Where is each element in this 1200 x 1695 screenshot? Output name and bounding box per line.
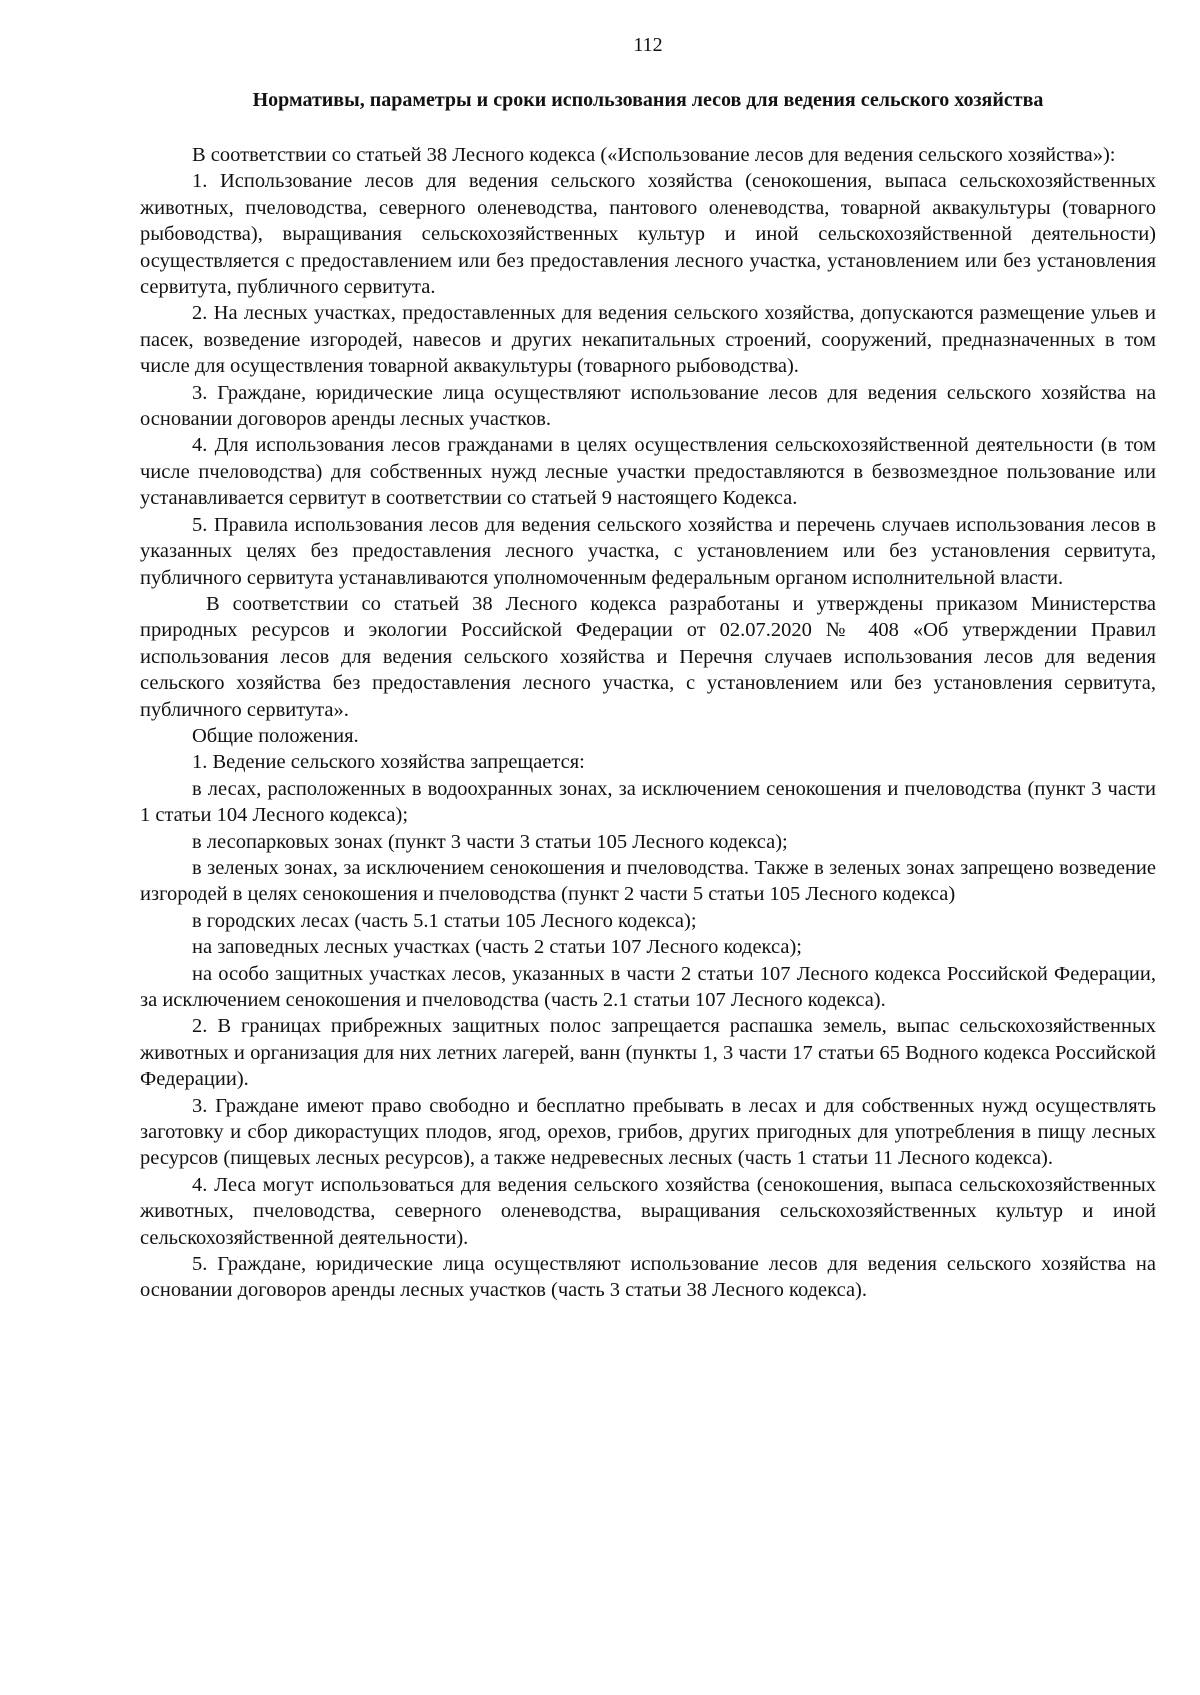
paragraph-item-3: 3. Граждане, юридические лица осуществляют использование лесов для ведения сельского хозяйства на основании договоров аренды лесных участков. bbox=[140, 381, 1156, 431]
paragraph-prohibition-water-zones: в лесах, расположенных в водоохранных зонах, за исключением сенокошения и пчеловодства (пункт 3 части 1 статьи 104 Лесного кодекса); bbox=[140, 777, 1156, 827]
page-number: 112 bbox=[633, 34, 663, 56]
section-title: Нормативы, параметры и сроки использования лесов для ведения сельского хозяйства bbox=[252, 89, 1044, 111]
paragraph-prohibition-green-zones: в зеленых зонах, за исключением сенокошения и пчеловодства. Также в зеленых зонах запрещено возведение изгородей в целях сенокошения и пчеловодства (пункт 2 части 5 статьи 105 Лесного кодекса) bbox=[140, 856, 1156, 906]
paragraph-prohibition-city-forests: в городских лесах (часть 5.1 статьи 105 Лесного кодекса); bbox=[192, 909, 697, 932]
paragraph-general-2: 2. В границах прибрежных защитных полос запрещается распашка земель, выпас сельскохозяйственных животных и организация для них летних лагерей, ванн (пункты 1, 3 части 17 статьи 65 Водного кодекса Российской Федерации). bbox=[140, 1015, 1156, 1091]
document-body bbox=[140, 142, 1156, 1304]
paragraph-intro: В соответствии со статьей 38 Лесного кодекса («Использование лесов для ведения сельского хозяйства»): bbox=[192, 144, 1116, 166]
paragraph-general-3: 3. Граждане имеют право свободно и бесплатно пребывать в лесах и для собственных нужд осуществлять заготовку и сбор дикорастущих плодов, ягод, орехов, грибов, других пригодных для употребления в пищу лесных ресурсов (пищевых лесных ресурсов), а также недревесных лесных (часть 1 статьи 11 Лесного кодекса). bbox=[140, 1094, 1156, 1170]
paragraph-item-1: 1. Использование лесов для ведения сельского хозяйства (сенокошения, выпаса сельскохозяйственных животных, пчеловодства, северного оленеводства, пантового оленеводства, товарной аквакультуры (товарного рыбоводства), выращивания сельскохозяйственных культур и иной сельскохозяйственной деятельности) осуществляется с предоставлением или без предоставления лесного участка, установлением или без установления сервитута, публичного сервитута. bbox=[140, 170, 1156, 299]
paragraph-prohibition-reserved: на заповедных лесных участках (часть 2 статьи 107 Лесного кодекса); bbox=[192, 936, 802, 959]
paragraph-item-2: 2. На лесных участках, предоставленных для ведения сельского хозяйства, допускаются размещение ульев и пасек, возведение изгородей, навесов и других некапитальных строений, сооружений, предназначенных в том числе для осуществления товарной аквакультуры (товарного рыбоводства). bbox=[140, 302, 1156, 378]
paragraph-order-reference: В соответствии со статьей 38 Лесного кодекса разработаны и утверждены приказом Министерства природных ресурсов и экологии Российской Федерации от 02.07.2020 № 408 «Об утверждении Правил использования лесов для ведения сельского хозяйства и Перечня случаев использования лесов для ведения сельского хозяйства без предоставления лесного участка, с установлением или без установления сервитута, публичного сервитута». bbox=[140, 592, 1156, 721]
paragraph-general-provisions: Общие положения. bbox=[192, 724, 359, 747]
paragraph-prohibition-forest-park: в лесопарковых зонах (пункт 3 части 3 статьи 105 Лесного кодекса); bbox=[192, 830, 788, 853]
paragraph-prohibition-protective: на особо защитных участках лесов, указанных в части 2 статьи 107 Лесного кодекса Российской Федерации, за исключением сенокошения и пчеловодства (часть 2.1 статьи 107 Лесного кодекса). bbox=[140, 962, 1156, 1011]
paragraph-item-4: 4. Для использования лесов гражданами в целях осуществления сельскохозяйственной деятельности (в том числе пчеловодства) для собственных нужд лесные участки предоставляются в безвозмездное пользование или устанавливается сервитут в соответствии со статьей 9 настоящего Кодекса. bbox=[140, 434, 1156, 510]
paragraph-general-4: 4. Леса могут использоваться для ведения сельского хозяйства (сенокошения, выпаса сельскохозяйственных животных, пчеловодства, северного оленеводства, выращивания сельскохозяйственных культур и иной сельскохозяйственной деятельности). bbox=[140, 1173, 1156, 1249]
paragraph-general-5: 5. Граждане, юридические лица осуществляют использование лесов для ведения сельского хозяйства на основании договоров аренды лесных участков (часть 3 статьи 38 Лесного кодекса). bbox=[140, 1253, 1156, 1302]
paragraph-prohibition-heading: 1. Ведение сельского хозяйства запрещается: bbox=[192, 751, 585, 774]
paragraph-item-5: 5. Правила использования лесов для ведения сельского хозяйства и перечень случаев использования лесов в указанных целях без предоставления лесного участка, с установлением или без установления сервитута, публичного сервитута устанавливаются уполномоченным федеральным органом исполнительной власти. bbox=[140, 513, 1156, 589]
